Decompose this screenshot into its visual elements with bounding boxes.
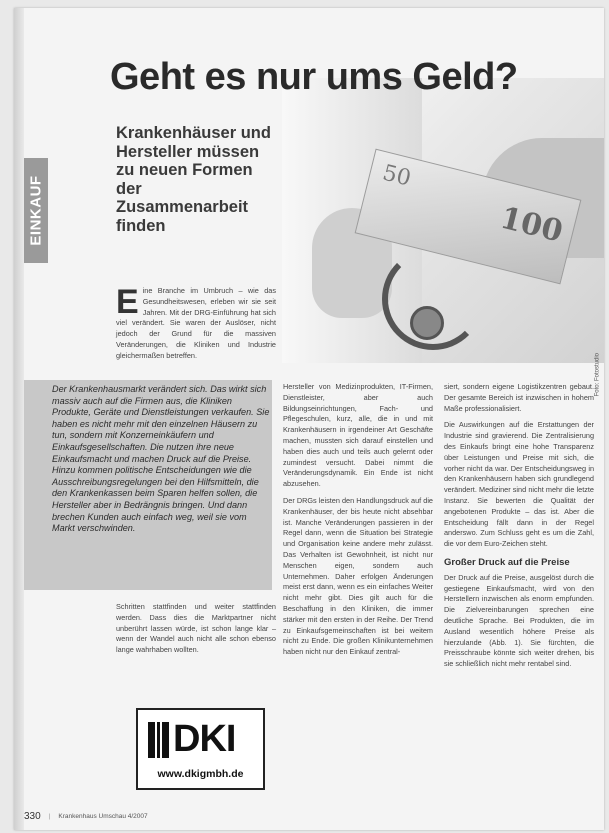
magazine-page xyxy=(14,8,604,830)
stethoscope-chestpiece-shape xyxy=(410,306,444,340)
intro-text: ine Branche im Umbruch – wie das Gesundheitswesen, erleben wir sie seit Jahren. Mit der DRG-Einführung hat sich viel verändert. Sie waren der Auslöser, nicht jedoch der Grund für die massiven Veränderungen, die Kliniken und Industrie gleichermaßen betreffen. xyxy=(116,286,276,360)
intro-paragraph xyxy=(116,283,276,362)
section-tab xyxy=(24,158,48,263)
column-3 xyxy=(444,382,594,676)
article-headline: Geht es nur ums Geld? xyxy=(110,56,518,98)
page-footer xyxy=(24,811,148,822)
dki-bars-icon xyxy=(148,722,169,758)
column-2-paragraph: Hersteller von Medizinprodukten, IT-Firmen, Dienstleister, aber auch Bildungseinrichtungen, Fach- und Pflegeschulen, kurz, alle, die in und mit Krankenhäusern in irgendeiner Art Geschäfte machen, mussten sich darauf einstellen und haben dies auch und teils auch gelernt oder zumindest versucht. Dabei nimmt die Veränderungsdynamik. Ein Ende ist nicht abzusehen. xyxy=(283,382,433,489)
dki-logo-text: DKI xyxy=(173,718,236,760)
article-subheadline: Krankenhäuser und Hersteller müssen zu neuen Formen der Zusammenarbeit finden xyxy=(116,124,271,235)
column-2 xyxy=(283,382,433,664)
column-1-continuation xyxy=(116,602,276,662)
column-1-paragraph: Schritten stattfinden und weiter stattfinden werden. Dass dies die Marktpartner nicht unberührt lassen würde, ist schon lange klar – wenn der Wandel auch nicht alle schon ebenso lange wahrhaben wollten. xyxy=(116,602,276,655)
journal-name: Krankenhaus Umschau 4/2007 xyxy=(58,813,148,820)
drop-cap: E xyxy=(116,283,139,321)
banknote-50-label: 50 xyxy=(380,160,414,192)
banknote-100-label: 100 xyxy=(496,200,567,250)
dki-website-link[interactable]: www.dkigmbh.de xyxy=(157,768,244,780)
section-label: EINKAUF xyxy=(27,175,45,246)
footer-separator: | xyxy=(48,813,51,820)
page-edge-band xyxy=(14,8,24,830)
article-photo xyxy=(282,78,604,363)
column-2-paragraph: Der DRGs leisten den Handlungsdruck auf die Krankenhäuser, der bis heute nicht absehbar ist. Manche Veränderungen passieren in der Regel dann, wenn die Situation bei Strategie und Organisation keine andere mehr zulässt. Das Verhalten ist Gewohnheit, ist nicht nur Menschen eigen, sondern auch Unternehmen. Daher erfolgen Änderungen meist erst dann, wenn es ein einfaches Weiter nicht mehr gibt. Dies gilt auch für die Beschaffung in den Kliniken, die immer stärker mit den ersten in der Reihe. Der Trend zu Einkaufsgemeinschaften ist bei weitem nicht zu Ende. Die großen Klinikunternehmen haben nicht nur den Einkauf zentral- xyxy=(283,495,433,657)
dki-advertisement[interactable] xyxy=(136,708,265,790)
column-3-paragraph: siert, sondern eigene Logistikzentren gebaut. Der gesamte Bereich ist inzwischen in hohem Maße professionalisiert. xyxy=(444,382,594,413)
column-3-subheading: Großer Druck auf die Preise xyxy=(444,556,570,568)
dki-logo-row xyxy=(148,718,235,761)
column-3-paragraph: Der Druck auf die Preise, ausgelöst durch die gestiegene Einkaufsmacht, wird von den Herstellern inzwischen als enorm empfunden. Die Zielvereinbarungen sprechen eine deutliche Sprache. Bei Produkten, die im Ausland wesentlich höhere Preise als hierzulande (Abb. 1). Sie fürchten, die Preisschraube könnte sich weiter drehen, bis sie schließlich nicht mehr rentabel sind. xyxy=(444,572,594,669)
page-number: 330 xyxy=(24,811,41,822)
column-3-paragraph: Die Auswirkungen auf die Erstattungen der Industrie sind gravierend. Die Zentralisierung des Einkaufs bringt eine hohe Transparenz über Leistungen und Preise mit sich, die vorher nicht da war. Der Entscheidungsweg in den Krankenhäusern haben sich grundlegend verändert. Mediziner sind nicht mehr die letzte Instanz. Sie bewerten die Qualität der angebotenen Produkte – das ist. Aber die Entscheidung fällt dann in der Regel anderswo. Zum Schluss geht es um die Zahl, die vor dem Euro-Zeichen steht. xyxy=(444,420,594,549)
photo-credit: Foto: Fotostudio xyxy=(594,353,600,397)
lead-text: Der Krankenhausmarkt verändert sich. Das wirkt sich massiv auch auf die Firmen aus, die Kliniken Produkte, Geräte und Dienstleistungen verkaufen. Sie haben es nicht mehr mit den einzelnen Häusern zu tun, sondern mit Konzerneinkäufern und Einkaufsgesellschaften. Die nutzen ihre neue Einkaufsmacht und machen Druck auf die Preise. Hinzu kommen politische Entscheidungen wie die Ausschreibungsregelungen bei den Hilfsmitteln, die den Krankenkassen beim Sparen helfen sollen, die Hersteller aber in Bedrängnis bringen. Und dann brechen Kunden auch einfach weg, weil sie vom Markt verschwinden. xyxy=(52,384,270,534)
